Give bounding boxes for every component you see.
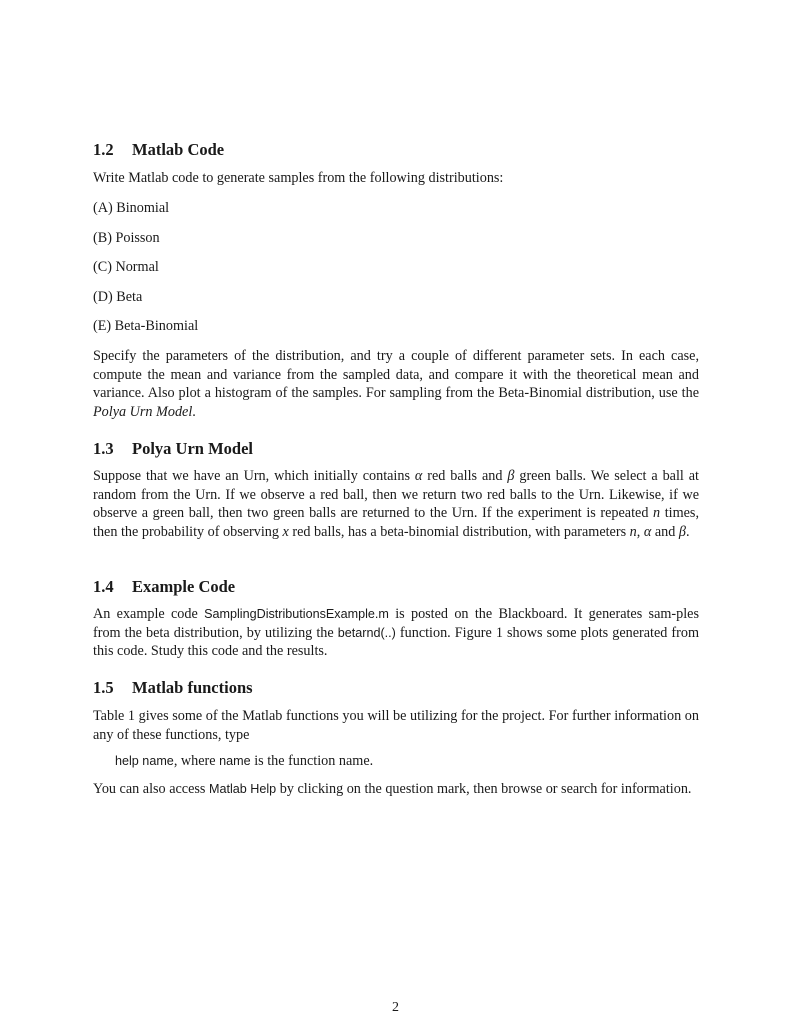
section-heading-1-4 [93, 577, 235, 597]
section-number: 1.4 [93, 577, 114, 596]
section-heading-1-3 [93, 439, 253, 459]
help-command-line [115, 752, 373, 770]
paragraph-parameters [93, 347, 699, 421]
paragraph-text: green balls. We select a ball at random from the Urn. If we observe a red ball, then we return two red balls to the Urn. Likewise, if we observe a green ball, then two green balls are returned to the Urn. If the experiment is repeated [93, 468, 700, 522]
section-title: Matlab functions [132, 678, 253, 697]
list-item [93, 317, 198, 335]
list-item [93, 229, 160, 247]
punctuation: . [685, 523, 690, 540]
page-number: 2 [392, 1000, 399, 1015]
math-symbol: β [678, 523, 686, 540]
paragraph-text: Suppose that we have an Urn, which initially contains [93, 468, 410, 484]
paragraph-functions [93, 707, 699, 744]
code-function: betarnd(..) [337, 625, 396, 640]
paragraph-urn-model [93, 467, 699, 541]
paragraph-text: red balls, has a beta-binomial distribution, with parameters [292, 523, 627, 540]
list-item-text: Binomial [116, 200, 170, 216]
list-item [93, 258, 159, 276]
punctuation: , [636, 523, 641, 540]
section-heading-1-2 [93, 140, 224, 160]
paragraph-text: red balls and [427, 468, 503, 484]
punctuation: . [192, 403, 196, 420]
paragraph-text: by clicking on the question mark, then browse or search for information. [279, 781, 692, 797]
math-symbol: β [507, 468, 515, 484]
math-symbol: x [282, 523, 289, 540]
emphasis-text: Polya Urn Model [93, 403, 193, 420]
list-item [93, 288, 142, 306]
math-symbol: α [414, 468, 423, 484]
section-intro: Write Matlab code to generate samples from the following distributions: [93, 170, 504, 186]
paragraph-text: An example code [93, 606, 198, 622]
math-symbol: α [643, 523, 652, 540]
section-title: Example Code [132, 577, 236, 596]
paragraph-example-code [93, 605, 699, 661]
section-number: 1.3 [93, 439, 114, 458]
paragraph-text: is the function name. [254, 753, 374, 769]
paragraph-text: function. Figure 1 shows some plots generated from this code. Study this code and the results. [93, 624, 699, 660]
paragraph-text: You can also access [93, 781, 206, 797]
paragraph-text: times, then the probability of observing [93, 505, 700, 540]
paragraph-text: Specify the parameters of the distribution, and try a couple of different parameter sets. In each case, compute the mean and variance from the sampled data, and compare it with the theoretical mean and variance. Also plot a histogram of the samples. For sampling from the Beta-Binomial distribution, use the [93, 348, 699, 402]
math-symbol: n [629, 523, 637, 540]
section-number: 1.5 [93, 678, 114, 697]
list-item-label: (D) [93, 289, 113, 305]
list-item-label: (A) [93, 200, 113, 216]
paragraph-text: and [654, 523, 676, 540]
code-help-label: Matlab Help [208, 782, 277, 796]
list-item-label: (B) [93, 230, 112, 246]
paragraph-matlab-help [93, 780, 699, 799]
list-item-text: Poisson [115, 230, 160, 246]
code-name: name [219, 754, 251, 768]
math-symbol: n [653, 505, 661, 522]
section-number: 1.2 [93, 140, 114, 159]
section-title: Matlab Code [132, 140, 225, 159]
list-item-label: (C) [93, 259, 112, 275]
list-item-text: Normal [115, 259, 159, 275]
list-item-text: Beta-Binomial [114, 318, 199, 334]
paragraph-text: , where [173, 753, 216, 769]
paragraph-text: Table 1 gives some of the Matlab functions you will be utilizing for the project. For further information on any of these functions, type [93, 708, 699, 743]
code-filename: SamplingDistributionsExample.m [204, 607, 389, 621]
paragraph-text: is posted on the Blackboard. It generates sam-ples from the beta distribution, by utilizing the [93, 606, 699, 641]
section-heading-1-5 [93, 678, 253, 698]
list-item-text: Beta [116, 289, 143, 305]
code-command: help name [115, 754, 174, 768]
list-item-label: (E) [93, 318, 112, 334]
list-item [93, 199, 169, 217]
section-title: Polya Urn Model [132, 439, 253, 458]
